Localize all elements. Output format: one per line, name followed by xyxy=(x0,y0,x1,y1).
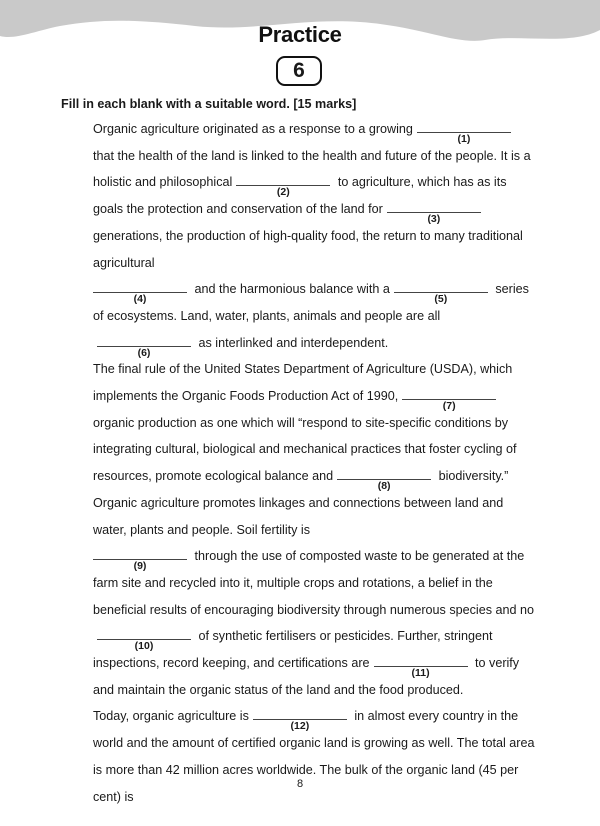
passage xyxy=(61,116,539,810)
paragraph-2: The final rule of the United States Department of Agriculture (USDA), which implements the Organic Foods Production Act of 1990, (7) organic production as one which will “respond to site-specific conditions by integrating cultural, biological and mechanical practices that foster cycling of resources, promote ecological balance and (8) biodiversity.” Organic agriculture promotes linkages and connections between land and water, plants and people. Soil fertility is (9) through the use of composted waste to be generated at the farm site and recycled into it, multiple crops and rotations, a belief in the beneficial results of encouraging biodiversity through numerous species and no (10) of synthetic fertilisers or pesticides. Further, stringent inspections, record keeping, and certifications are (11) to verify and maintain the organic status of the land and the food produced. xyxy=(93,362,535,697)
practice-number-badge: 6 xyxy=(276,56,322,86)
blank-3[interactable]: (3) xyxy=(387,201,481,213)
paragraph-1: Organic agriculture originated as a response to a growing (1) that the health of the land is linked to the health and future of the people. It is a holistic and philosophical (2) to agriculture, which has as its goals the protection and conservation of the land for (3) generations, the production of high-quality food, the return to many traditional agricultural (4) and the harmonious balance with a (5) series of ecosystems. Land, water, plants, animals and people are all (6) as interlinked and interdependent. xyxy=(93,122,531,359)
blank-9[interactable]: (9) xyxy=(93,548,187,560)
blank-2[interactable]: (2) xyxy=(236,174,330,186)
blank-5[interactable]: (5) xyxy=(394,281,488,293)
page-title: Practice xyxy=(258,22,342,47)
blank-10[interactable]: (10) xyxy=(97,628,191,640)
blank-12[interactable]: (12) xyxy=(253,708,347,720)
instructions: Fill in each blank with a suitable word. [15 marks] xyxy=(61,97,357,111)
page-number: 8 xyxy=(296,778,304,790)
blank-1[interactable]: (1) xyxy=(417,121,511,133)
blank-6[interactable]: (6) xyxy=(97,335,191,347)
blank-7[interactable]: (7) xyxy=(402,388,496,400)
blank-11[interactable]: (11) xyxy=(374,655,468,667)
blank-4[interactable]: (4) xyxy=(93,281,187,293)
blank-8[interactable]: (8) xyxy=(337,468,431,480)
paragraph-3: Today, organic agriculture is (12) in almost every country in the world and the amount of certified organic land is growing as well. The total area is more than 42 million acres worldwide. The bulk of the organic land (45 per cent) is xyxy=(93,709,535,804)
